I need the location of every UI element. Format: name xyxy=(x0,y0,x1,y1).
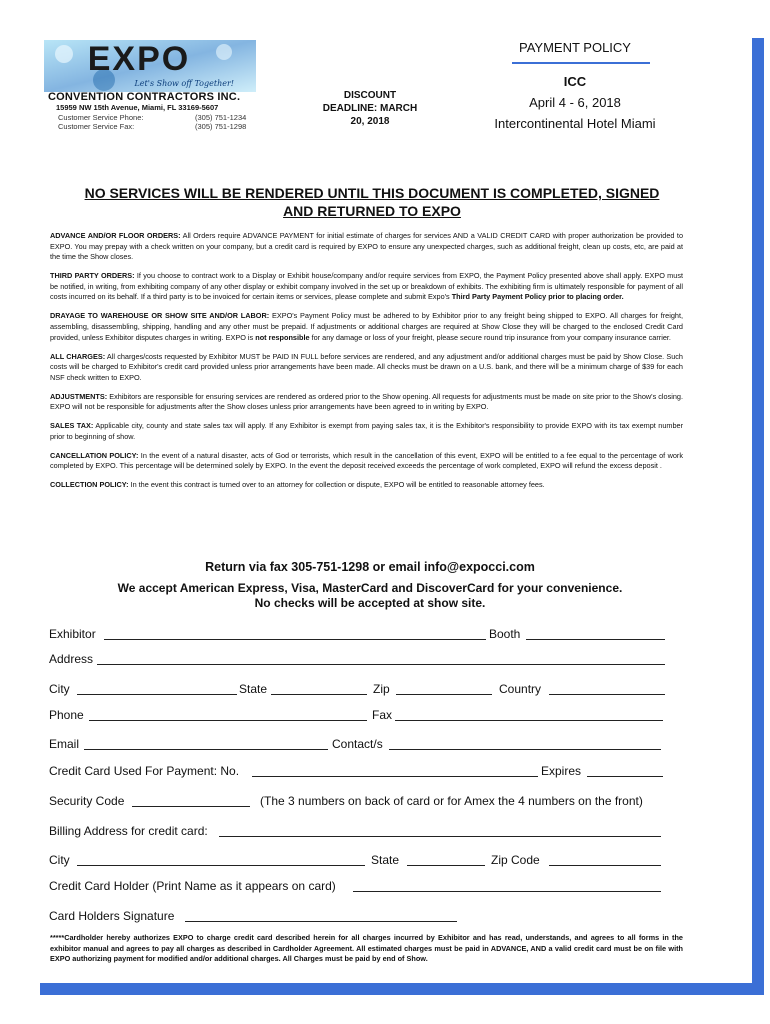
form-row-address xyxy=(49,652,669,668)
decorative-right-bar xyxy=(752,38,764,988)
card-number-field[interactable] xyxy=(252,776,538,777)
country-label: Country xyxy=(499,682,542,696)
billing-address-field[interactable] xyxy=(219,836,661,837)
form-row-security xyxy=(49,794,669,810)
drayage-paragraph xyxy=(50,311,683,343)
signature-label: Card Holders Signature xyxy=(49,909,175,923)
headline-line-1: NO SERVICES WILL BE RENDERED UNTIL THIS DOCUMENT IS COMPLETED, SIGNED xyxy=(84,185,660,201)
sales-tax-title: SALES TAX: xyxy=(50,421,94,431)
event-venue: Intercontinental Hotel Miami xyxy=(494,116,656,131)
policy-title: PAYMENT POLICY xyxy=(519,40,631,55)
deadline-line-2: DEADLINE: MARCH xyxy=(322,103,418,114)
expires-field[interactable] xyxy=(587,776,663,777)
company-address: 15959 NW 15th Avenue, Miami, FL 33169-5607 xyxy=(56,103,219,112)
event-dates: April 4 - 6, 2018 xyxy=(529,95,621,110)
all-charges-text: All charges/costs requested by Exhibitor MUST be PAID IN FULL before services are rendered, and any adjustment and/or additional charges must be paid by Show Close. Such costs will be charged to Exhibitor's credit card provided unless prior arrangements have been made. All checks must be drawn on a U.S. bank, and there will be a minimum charge of $39 for each NSF check written to EXPO. xyxy=(50,351,683,382)
advance-orders-paragraph xyxy=(50,231,683,263)
return-instructions: Return via fax 305-751-1298 or email info@expocci.com xyxy=(205,560,535,574)
booth-field[interactable] xyxy=(526,639,665,640)
form-row-exhibitor xyxy=(49,627,669,643)
form-row-phone xyxy=(49,708,669,724)
address-field[interactable] xyxy=(97,664,665,665)
policy-title-underline xyxy=(512,62,650,64)
contacts-field[interactable] xyxy=(389,749,661,750)
billing-state-field[interactable] xyxy=(407,865,485,866)
adjustments-paragraph xyxy=(50,392,683,413)
zip-label: Zip xyxy=(373,682,390,696)
logo-wordmark: EXPO xyxy=(87,40,191,78)
expo-logo xyxy=(44,40,256,92)
drayage-not-responsible: not responsible xyxy=(255,332,310,342)
third-party-policy-ref: Third Party Payment Policy prior to placing order. xyxy=(451,292,624,302)
contacts-label: Contact/s xyxy=(332,737,383,751)
form-row-card-holder xyxy=(49,879,669,895)
billing-zip-field[interactable] xyxy=(549,865,661,866)
billing-address-label: Billing Address for credit card: xyxy=(49,824,208,838)
security-code-note: (The 3 numbers on back of card or for Amex the 4 numbers on the front) xyxy=(260,794,643,808)
phone-value: (305) 751-1234 xyxy=(195,113,247,122)
page-headline xyxy=(52,184,692,220)
phone-field-label: Phone xyxy=(49,708,84,722)
state-field[interactable] xyxy=(271,694,367,695)
all-charges-title: ALL CHARGES: xyxy=(50,351,106,361)
logo-tagline: Let's Show off Together! xyxy=(134,79,234,88)
adjustments-title: ADJUSTMENTS: xyxy=(50,391,108,401)
sales-tax-paragraph xyxy=(50,421,683,442)
sales-tax-text: Applicable city, county and state sales tax will apply. If any Exhibitor is exempt from paying sales tax, it is the Exhibitor's responsibility to provide EXPO with its tax exempt number prior to beginning of show. xyxy=(50,421,684,441)
all-charges-paragraph xyxy=(50,352,683,384)
company-name: CONVENTION CONTRACTORS INC. xyxy=(48,91,241,103)
headline-line-2: AND RETURNED TO EXPO xyxy=(283,203,461,219)
decorative-bottom-bar xyxy=(40,983,764,995)
billing-zip-label: Zip Code xyxy=(491,853,540,867)
city-label: City xyxy=(49,682,70,696)
form-row-billing xyxy=(49,824,669,840)
fax-field-label: Fax xyxy=(372,708,393,722)
signature-field[interactable] xyxy=(185,921,457,922)
phone-label: Customer Service Phone: xyxy=(58,113,144,122)
form-row-email xyxy=(49,737,669,753)
address-label: Address xyxy=(49,652,94,666)
cancellation-paragraph xyxy=(50,451,683,472)
deadline-line-1: DISCOUNT xyxy=(343,90,397,101)
third-party-title: THIRD PARTY ORDERS: xyxy=(50,271,135,281)
city-field[interactable] xyxy=(77,694,237,695)
phone-field[interactable] xyxy=(89,720,367,721)
security-code-field[interactable] xyxy=(132,806,250,807)
advance-orders-text: All Orders require ADVANCE PAYMENT for initial estimate of charges for services AND a VALID CREDIT CARD with proper authorization be provided to EXPO. You may prepay with a check written on your company, but a credit card is required by EXPO to ensure any unexpected charges, such as additional freight, clean up costs, etc, are paid at the time the Show closes. xyxy=(50,231,683,262)
card-number-label: Credit Card Used For Payment: No. xyxy=(49,764,240,778)
third-party-text: If you choose to contract work to a Display or Exhibit house/company and/or require services from EXPO, the Payment Policy presented above shall apply. EXPO must be notified, in writing, from exhibiting company of any other display or exhibit company involved in the set up or breakdown of exhibits. The exhibiting firm is ultimately responsible for payment of all costs incurred on its behalf. If a third party is to be invoiced for certain items or services, please complete and submit Expo's xyxy=(50,271,683,302)
drayage-text: EXPO's Payment Policy must be adhered to by Exhibitor prior to any freight being shipped to EXPO. All charges for freight, assembling, disassembling, shipping, handling and any other must be prepaid. If adjustments or additional charges are required at Show Close they will be charged to the enclosed Credit Card provided, unless Exhibitor disputes charges in writing. EXPO is xyxy=(50,311,683,342)
deadline-line-3: 20, 2018 xyxy=(350,116,390,127)
accepted-cards-line: We accept American Express, Visa, MasterCard and DiscoverCard for your convenience. xyxy=(117,581,623,595)
form-row-signature xyxy=(49,909,669,925)
cancellation-text: In the event of a natural disaster, acts of God or terrorists, which result in the cancellation of this event, EXPO will be entitled to a fee equal to the percentage of work completed by EXPO. This percentage will be determined solely by EXPO. In the event the deposit received exceeds the percentage of work completed, EXPO will refund the excess deposit . xyxy=(50,450,683,471)
billing-state-label: State xyxy=(371,853,400,867)
collection-text: In the event this contract is turned over to an attorney for collection or dispute, EXPO will be entitled to reasonable attorney fees. xyxy=(128,480,545,490)
fax-field[interactable] xyxy=(395,720,663,721)
fax-value: (305) 751-1298 xyxy=(195,122,247,131)
exhibitor-label: Exhibitor xyxy=(49,627,96,641)
card-holder-label: Credit Card Holder (Print Name as it appears on card) xyxy=(49,879,336,893)
discount-deadline xyxy=(318,89,422,128)
drayage-text-2: for any damage or loss of your freight, please secure round trip insurance from your company insurance carrier. xyxy=(309,332,671,342)
cardholder-authorization: *****Cardholder hereby authorizes EXPO to charge credit card described herein for all charges incurred by Exhibitor and has read, understands, and agrees to all forms in the exhibitor manual and agrees to pay all charges as described in Cardholder Agreement. All estimated charges must be paid in ADVANCE, AND a valid credit card must be on file with EXPO authorizing payment for modified and/or additional charges. All Charges must be paid by end of Show. xyxy=(50,933,683,964)
email-label: Email xyxy=(49,737,80,751)
collection-title: COLLECTION POLICY: xyxy=(50,480,129,490)
email-field[interactable] xyxy=(84,749,328,750)
customer-service-phone xyxy=(58,113,246,122)
form-row-billing-city xyxy=(49,853,669,869)
customer-service-fax xyxy=(58,122,246,131)
fax-label: Customer Service Fax: xyxy=(58,122,135,131)
advance-orders-title: ADVANCE AND/OR FLOOR ORDERS: xyxy=(50,231,181,240)
billing-city-field[interactable] xyxy=(77,865,365,866)
country-field[interactable] xyxy=(549,694,665,695)
third-party-paragraph xyxy=(50,271,683,303)
card-holder-field[interactable] xyxy=(353,891,661,892)
no-checks-line: No checks will be accepted at show site. xyxy=(254,596,486,610)
form-row-city xyxy=(49,682,669,698)
state-label: State xyxy=(239,682,268,696)
adjustments-text: Exhibitors are responsible for ensuring services are rendered as ordered prior to the Show opening. All requests for adjustments must be made on site prior to the Show's closing. EXPO will not be responsible for adjustments after the Show closes unless prior arrangements have been agreed to in writing by EXPO. xyxy=(50,391,683,412)
cancellation-title: CANCELLATION POLICY: xyxy=(50,450,139,460)
collection-paragraph xyxy=(50,480,683,491)
event-code: ICC xyxy=(563,74,587,89)
billing-city-label: City xyxy=(49,853,70,867)
expires-label: Expires xyxy=(541,764,582,778)
security-code-label: Security Code xyxy=(49,794,125,808)
zip-field[interactable] xyxy=(396,694,492,695)
booth-label: Booth xyxy=(489,627,521,641)
exhibitor-field[interactable] xyxy=(104,639,486,640)
terms-section xyxy=(50,231,683,499)
drayage-title: DRAYAGE TO WAREHOUSE OR SHOW SITE AND/OR LABOR: xyxy=(50,311,270,321)
form-row-card-number xyxy=(49,764,669,780)
